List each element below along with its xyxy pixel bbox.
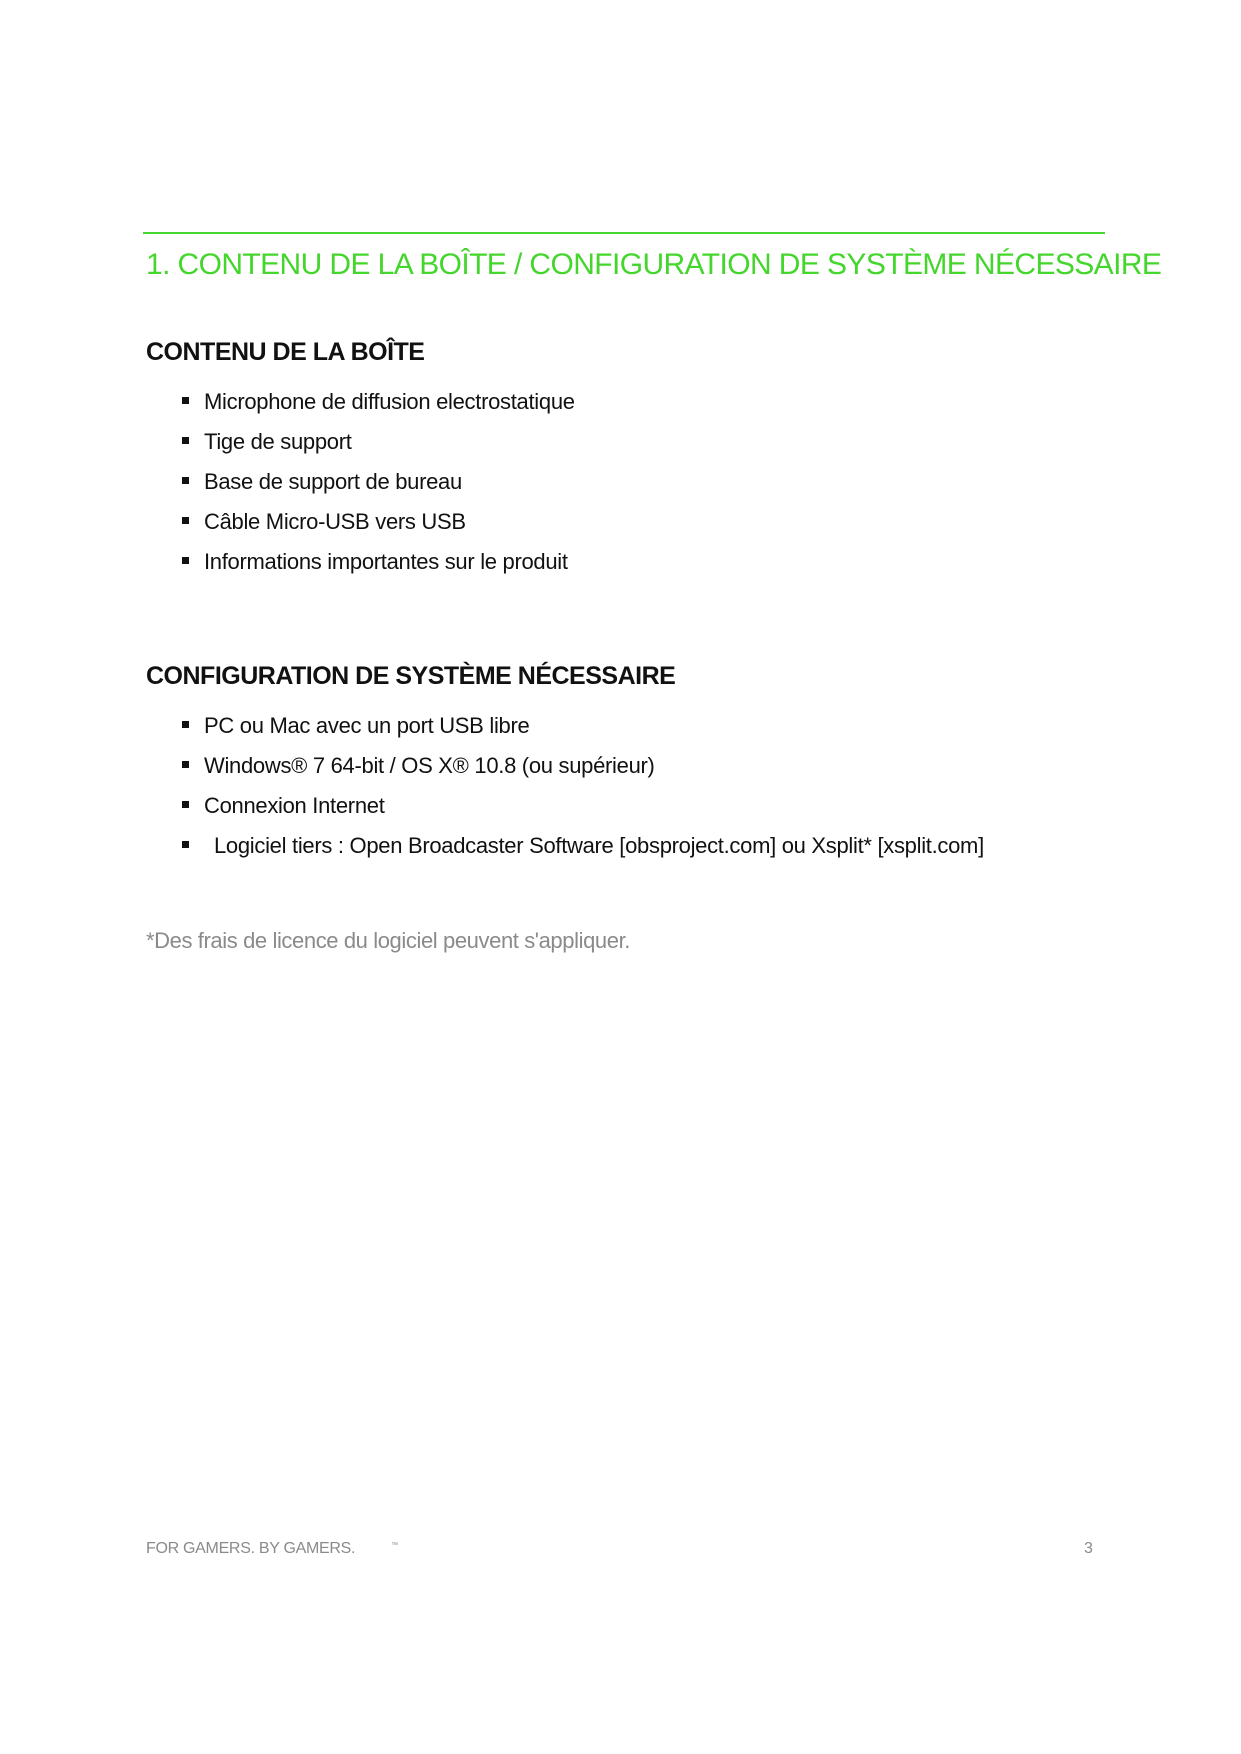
bullet-icon: [182, 721, 189, 728]
list-item: Tige de support: [182, 421, 575, 461]
list-item: Windows® 7 64-bit / OS X® 10.8 (ou supérieur): [182, 745, 984, 785]
list-item: Microphone de diffusion electrostatique: [182, 381, 575, 421]
footer-slogan-text: FOR GAMERS. BY GAMERS.: [146, 1540, 356, 1557]
list-item: Informations importantes sur le produit: [182, 541, 575, 581]
bullet-icon: [182, 761, 189, 768]
list-item: Logiciel tiers : Open Broadcaster Software [obsproject.com] ou Xsplit* [xsplit.com]: [182, 825, 984, 865]
bullet-icon: [182, 517, 189, 524]
bullet-icon: [182, 801, 189, 808]
section-title: 1. CONTENU DE LA BOÎTE / CONFIGURATION DE SYSTÈME NÉCESSAIRE: [146, 248, 1162, 281]
page-number: 3: [1084, 1540, 1093, 1557]
list-item: Câble Micro-USB vers USB: [182, 501, 575, 541]
list-item: PC ou Mac avec un port USB libre: [182, 705, 984, 745]
system-requirements-heading: CONFIGURATION DE SYSTÈME NÉCESSAIRE: [146, 662, 676, 690]
box-contents-list: [182, 381, 575, 581]
section-divider: [143, 232, 1105, 234]
license-note: *Des frais de licence du logiciel peuvent s'appliquer.: [146, 928, 631, 953]
bullet-icon: [182, 557, 189, 564]
box-contents-heading: CONTENU DE LA BOÎTE: [146, 338, 425, 366]
footer-slogan: [146, 1540, 398, 1558]
bullet-icon: [182, 397, 189, 404]
system-requirements-list: [182, 705, 984, 865]
trademark-symbol: ™: [391, 1541, 398, 1549]
list-item: Base de support de bureau: [182, 461, 575, 501]
bullet-icon: [182, 477, 189, 484]
bullet-icon: [182, 437, 189, 444]
list-item: Connexion Internet: [182, 785, 984, 825]
bullet-icon: [182, 841, 189, 848]
